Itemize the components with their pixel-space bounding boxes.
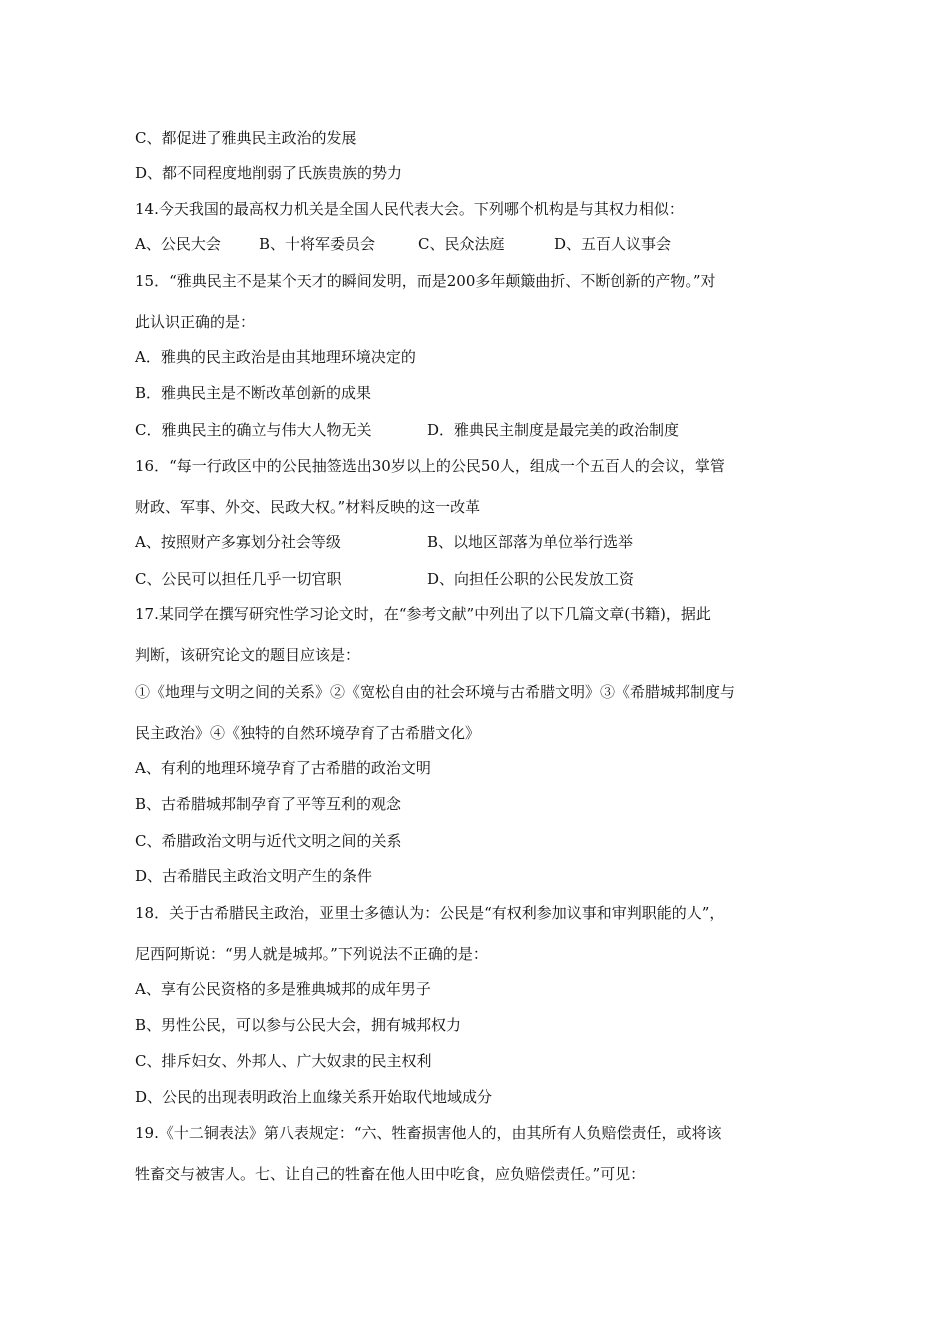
q15-option-c: C．雅典民主的确立与伟大人物无关 <box>135 421 372 439</box>
q17-references-line-2: 民主政治》④《独特的自然环境孕育了古希腊文化》 <box>135 724 481 742</box>
q15-stem-line-2: 此认识正确的是： <box>135 313 256 331</box>
q19-stem-line-2: 牲畜交与被害人。七、让自己的牲畜在他人田中吃食，应负赔偿责任。”可见： <box>135 1165 646 1183</box>
q17-stem-line-1: 17.某同学在撰写研究性学习论文时，在“参考文献”中列出了以下几篇文章(书籍)，据此 <box>135 605 711 623</box>
q16-options-cd <box>135 569 820 589</box>
q15-option-a: A．雅典的民主政治是由其地理环境决定的 <box>135 348 416 366</box>
q17-option-c: C、希腊政治文明与近代文明之间的关系 <box>135 832 402 850</box>
q18-option-c: C、排斥妇女、外邦人、广大奴隶的民主权利 <box>135 1052 432 1070</box>
q16-option-d: D、向担任公职的公民发放工资 <box>427 570 635 588</box>
q18-option-a: A、享有公民资格的多是雅典城邦的成年男子 <box>135 980 431 998</box>
q16-stem-line-2: 财政、军事、外交、民政大权。”材料反映的这一改革 <box>135 498 481 516</box>
q18-option-b: B、男性公民，可以参与公民大会，拥有城邦权力 <box>135 1016 462 1034</box>
q13-option-c: C、都促进了雅典民主政治的发展 <box>135 129 357 147</box>
q14-options <box>135 234 820 254</box>
q16-option-b: B、以地区部落为单位举行选举 <box>427 533 634 551</box>
q19-stem-line-1: 19.《十二铜表法》第八表规定：“六、牲畜损害他人的，由其所有人负赔偿责任，或将该 <box>135 1124 722 1142</box>
q15-options-cd <box>135 420 820 440</box>
q17-references-line-1: ①《地理与文明之间的关系》②《宽松自由的社会环境与古希腊文明》③《希腊城邦制度与 <box>135 683 736 701</box>
q13-option-d: D、都不同程度地削弱了氏族贵族的势力 <box>135 164 403 182</box>
q17-option-a: A、有利的地理环境孕育了古希腊的政治文明 <box>135 759 431 777</box>
q15-option-b: B．雅典民主是不断改革创新的成果 <box>135 384 372 402</box>
q15-option-d: D．雅典民主制度是最完美的政治制度 <box>427 421 680 439</box>
q18-stem-line-1: 18．关于古希腊民主政治，亚里士多德认为：公民是“有权利参加议事和审判职能的人”， <box>135 904 725 922</box>
q14-option-d: D、五百人议事会 <box>554 235 672 253</box>
q14-option-c: C、民众法庭 <box>418 235 505 253</box>
q17-option-b: B、古希腊城邦制孕育了平等互利的观念 <box>135 795 402 813</box>
q14-option-a: A、公民大会 <box>135 235 221 253</box>
q14-stem: 14.今天我国的最高权力机关是全国人民代表大会。下列哪个机构是与其权力相似： <box>135 200 684 218</box>
q14-option-b: B、十将军委员会 <box>259 235 376 253</box>
q15-stem-line-1: 15．“雅典民主不是某个天才的瞬间发明，而是200多年颠簸曲折、不断创新的产物。”对 <box>135 272 716 290</box>
q16-stem-line-1: 16．“每一行政区中的公民抽签选出30岁以上的公民50人，组成一个五百人的会议，掌管 <box>135 457 725 475</box>
q18-stem-line-2: 尼西阿斯说：“男人就是城邦。”下列说法不正确的是： <box>135 945 488 963</box>
q16-option-a: A、按照财产多寡划分社会等级 <box>135 533 341 551</box>
q16-options-ab <box>135 532 820 552</box>
q17-option-d: D、古希腊民主政治文明产生的条件 <box>135 867 373 885</box>
q17-stem-line-2: 判断，该研究论文的题目应该是： <box>135 646 361 664</box>
q18-option-d: D、公民的出现表明政治上血缘关系开始取代地域成分 <box>135 1088 493 1106</box>
q16-option-c: C、公民可以担任几乎一切官职 <box>135 570 342 588</box>
